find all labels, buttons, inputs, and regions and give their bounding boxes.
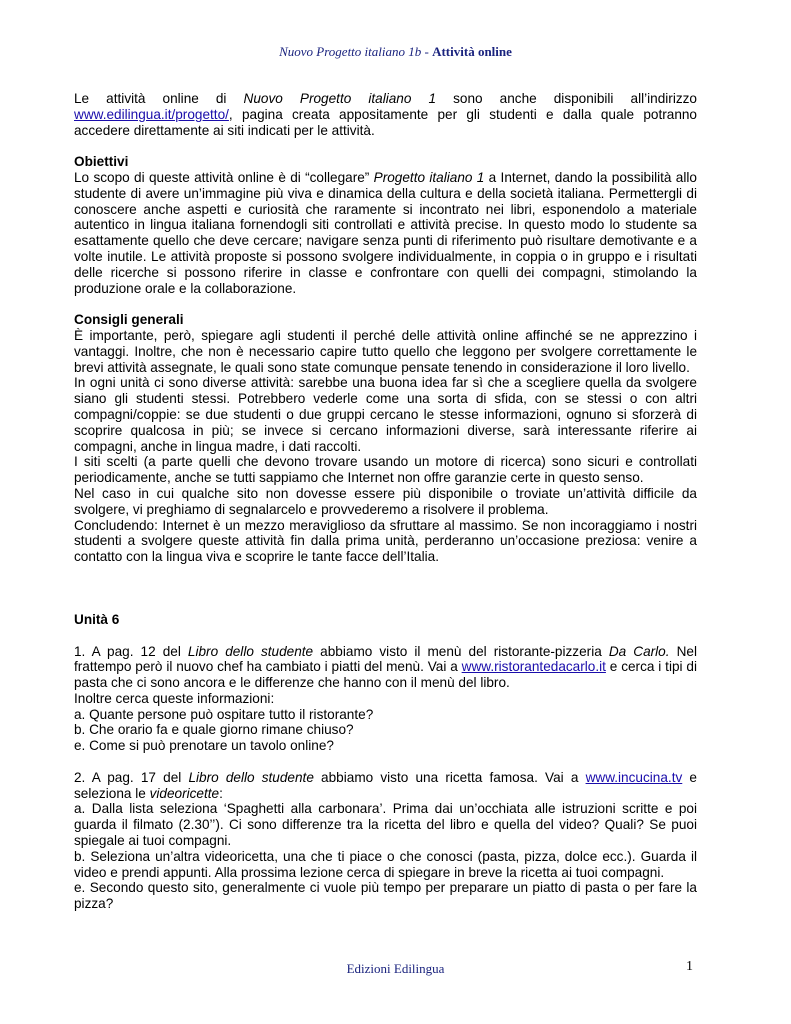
activity-1-text: 1. A pag. 12 del [74, 643, 188, 659]
activity-2-text: : [219, 785, 223, 801]
activity-2-item-a: a. Dalla lista seleziona ‘Spaghetti alla carbonara’. Prima dai un’occhiata alle istruzioni scritte e poi guarda il filmato (2.30’’). Ci sono differenze tra la ricetta del libro e quella del video? Quali? Se puoi spiegale ai tuoi compagni. [74, 801, 697, 849]
obiettivi-book-title: Progetto italiano 1 [373, 169, 485, 185]
intro-paragraph [74, 91, 697, 138]
obiettivi-text: Lo scopo di queste attività online è di “collegare” [74, 169, 374, 185]
activity-1-text: abbiamo visto il menù del ristorante-pizzeria [313, 643, 609, 659]
activity-2-item-e: e. Secondo questo sito, generalmente ci vuole più tempo per preparare un piatto di pasta o per fare la pizza? [74, 880, 697, 912]
activity-1-question-a: a. Quante persone può ospitare tutto il ristorante? [74, 706, 374, 722]
activity-2-item-b: b. Seleziona un’altra videoricetta, una che ti piace o che conosci (pasta, pizza, dolce ecc.). Guarda il video e prendi appunti. Alla prossima lezione cerca di spiegare in breve la ricetta ai tuoi compagni. [74, 848, 697, 880]
intro-book-title: Nuovo Progetto italiano 1 [243, 91, 437, 106]
activity-2-text: abbiamo visto una ricetta famosa. Vai a [313, 769, 586, 785]
activity-2-text: 2. A pag. 17 del [74, 769, 189, 785]
header-book-title: Nuovo Progetto italiano 1b [279, 44, 422, 59]
page-number: 1 [686, 959, 693, 974]
obiettivi-heading: Obiettivi [74, 154, 129, 170]
intro-text: Le attività online di [74, 91, 244, 106]
activity-2-book-title: Libro dello studente [188, 769, 314, 785]
ristorantedacarlo-link[interactable]: www.ristorantedacarlo.it [461, 659, 606, 675]
consigli-paragraph-1: È importante, però, spiegare agli studenti il perché delle attività online affinché se ne apprezzino i vantaggi. Inoltre, che non è necessario capire tutto quello che leggono per svolgere correttamente le brevi attività assegnate, le quali sono state comunque pensate tenendo in considerazione il loro livello. [74, 327, 697, 375]
activity-1-line: Inoltre cerca queste informazioni: [74, 690, 275, 706]
activity-2-paragraph [74, 770, 697, 802]
activity-1-question-e: e. Come si può prenotare un tavolo online? [74, 738, 334, 754]
page-header [0, 43, 791, 61]
activity-1-text: e cerca i tipi di pasta che ci sono ancora e le differenze che hanno con il menù del libro. [74, 659, 697, 691]
activity-2-term: videoricette [149, 785, 220, 801]
intro-text: , pagina creata appositamente per gli studenti e dalla quale potranno accedere direttamente ai siti indicati per le attività. [74, 106, 697, 138]
activity-1-restaurant-name: Da Carlo. [608, 643, 670, 659]
activity-1-paragraph [74, 644, 697, 691]
obiettivi-paragraph [74, 170, 697, 296]
activity-1-book-title: Libro dello studente [187, 643, 314, 659]
activity-2-text: e seleziona le [74, 769, 697, 801]
activity-1-question-b: b. Che orario fa e quale giorno rimane chiuso? [74, 722, 354, 738]
edilingua-link[interactable]: www.edilingua.it/progetto/ [74, 106, 229, 122]
consigli-paragraph-4: Nel caso in cui qualche sito non dovesse essere più disponibile o troviate un’attività difficile da svolgere, vi preghiamo di segnalarcelo e provvederemo a risolvere il problema. [74, 485, 697, 517]
consigli-heading: Consigli generali [74, 312, 184, 328]
page-footer: Edizioni Edilingua [346, 961, 445, 976]
unita-heading: Unità 6 [74, 611, 120, 627]
incucina-link[interactable]: www.incucina.tv [585, 769, 683, 785]
intro-text: sono anche disponibili all’indirizzo [436, 91, 697, 106]
obiettivi-text: a Internet, dando la possibilità allo studente di avere un’immagine più viva e dinamica della cultura e della società italiana. Permettergli di conoscere anche aspetti e curiosità che raramente si incontrato nei libri, esponendolo a materiale autentico in lingua italiana fornendogli siti controllati e attività precise. In questo modo lo studente sa esattamente quello che deve cercare; navigare senza punti di riferimento può risultare demotivante e a volte inutile. Le attività proposte si possono svolgere individualmente, in coppia o in gruppo e i risultati delle ricerche si possono riferire in classe e confrontare con quelli dei compagni, stimolando la produzione orale e la collaborazione. [74, 169, 697, 296]
consigli-paragraph-5: Concludendo: Internet è un mezzo meraviglioso da sfruttare al massimo. Se non incoraggiamo i nostri studenti a svolgere queste attività fin dalla prima unità, perderanno un’occasione preziosa: venire a contatto con la lingua viva e scoprire le tante facce dell’Italia. [74, 517, 697, 565]
consigli-paragraph-2: In ogni unità ci sono diverse attività: sarebbe una buona idea far sì che a scegliere quella da svolgere siano gli studenti stessi. Potrebbero vederle come una sorta di sfida, con se stessi o con altri compagni/coppie: se due studenti o due gruppi cercano le stesse informazioni, ognuno si sforzerà di scoprire qualcosa in più; se invece si cercano informazioni diverse, sarà interessante riferire ai compagni, anche in lingua madre, i dati raccolti. [74, 375, 697, 454]
header-section: Attività online [432, 44, 512, 59]
document-body [74, 91, 697, 912]
activity-1-text: Nel frattempo però il nuovo chef ha cambiato i piatti del menù. Vai a [74, 643, 697, 675]
consigli-paragraph-3: I siti scelti (a parte quelli che devono trovare usando un motore di ricerca) sono sicuri e controllati periodicamente, anche se tutti sappiamo che Internet non offre garanzie certe in questo senso. [74, 454, 697, 486]
header-separator: - [421, 44, 433, 59]
